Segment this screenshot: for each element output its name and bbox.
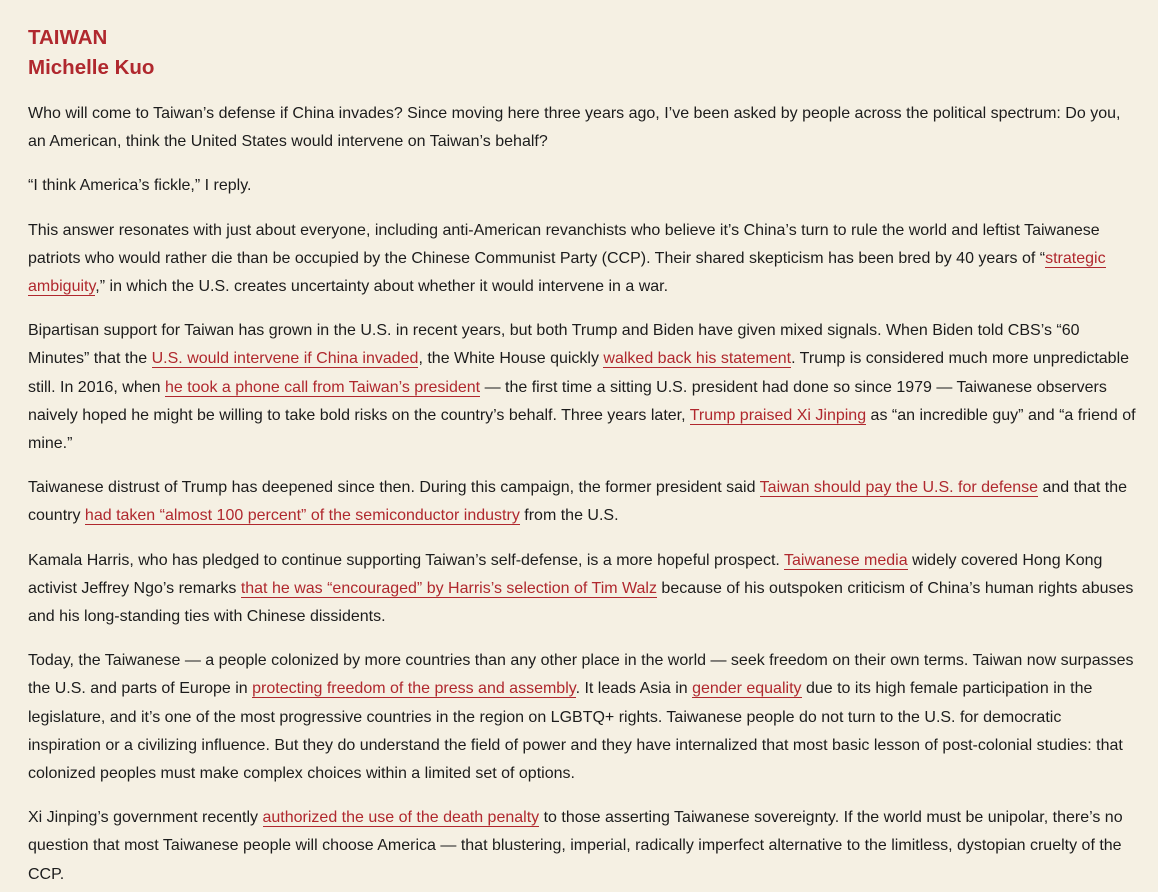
link-us-would-intervene[interactable]: U.S. would intervene if China invaded	[151, 350, 419, 368]
paragraph-7: Today, the Taiwanese — a people colonized by more countries than any other place in the world — seek freedom on their own terms. Taiwan now surpasses the U.S. and parts of Europe in protecting freedom of the press and assembly. It leads Asia in gender equality due to its high female participation in the legislature, and it’s one of the most progressive countries in the region on LGBTQ+ rights. Taiwanese people do not turn to the U.S. for democratic inspiration or a civilizing influence. But they do understand the field of power and they have internalized that most basic lesson of post-colonial studies: that colonized peoples must make complex choices within a limited set of options.	[28, 652, 1134, 783]
link-encouraged-tim-walz[interactable]: that he was “encouraged” by Harris’s selection of Tim Walz	[240, 579, 657, 597]
link-strategic-ambiguity[interactable]: strategic ambiguity	[28, 249, 1106, 296]
author-name: Michelle Kuo	[28, 56, 155, 79]
paragraph-6: Kamala Harris, who has pledged to continue supporting Taiwan’s self-defense, is a more hopeful prospect. Taiwanese media widely covered Hong Kong activist Jeffrey Ngo’s remarks that he was “encouraged” by Harris’s selection of Tim Walz because of his outspoken criticism of China’s human rights abuses and his long-standing ties with Chinese dissidents.	[28, 551, 1134, 626]
link-phone-call-taiwan-president[interactable]: he took a phone call from Taiwan’s president	[164, 378, 481, 396]
paragraph-2: “I think America’s fickle,” I reply.	[28, 177, 252, 195]
link-semiconductor-industry[interactable]: had taken “almost 100 percent” of the semiconductor industry	[84, 507, 520, 525]
section-label: TAIWAN	[28, 26, 108, 49]
link-press-freedom[interactable]: protecting freedom of the press and assembly	[252, 680, 576, 698]
paragraph-8: Xi Jinping’s government recently authorized the use of the death penalty to those asserting Taiwanese sovereignty. If the world must be unipolar, there’s no question that most Taiwanese people will choose America — that blustering, imperial, radically imperfect alternative to the limitless, dystopian cruelty of the CCP.	[28, 809, 1123, 883]
paragraph-5: Taiwanese distrust of Trump has deepened since then. During this campaign, the former president said Taiwan should pay the U.S. for defense and that the country had taken “almost 100 percent” of the semiconductor industry from the U.S.	[28, 479, 1128, 525]
link-trump-praised-xi[interactable]: Trump praised Xi Jinping	[689, 406, 867, 424]
link-death-penalty[interactable]: authorized the use of the death penalty	[262, 809, 540, 827]
link-taiwan-pay-defense[interactable]: Taiwan should pay the U.S. for defense	[759, 479, 1039, 497]
link-gender-equality[interactable]: gender equality	[692, 680, 802, 698]
paragraph-1: Who will come to Taiwan’s defense if China invades? Since moving here three years ago, I’ve been asked by people across the political spectrum: Do you, an American, think the United States would intervene on Taiwan’s behalf?	[28, 105, 1121, 151]
paragraph-3: This answer resonates with just about everyone, including anti-American revanchists who believe it’s China’s turn to rule the world and leftist Taiwanese patriots who would rather die than be occupied by the Chinese Communist Party (CCP). Their shared skepticism has been bred by 40 years of “strategic ambiguity,” in which the U.S. creates uncertainty about whether it would intervene in a war.	[28, 221, 1106, 296]
link-taiwanese-media[interactable]: Taiwanese media	[784, 551, 908, 569]
link-walked-back-statement[interactable]: walked back his statement	[603, 350, 792, 368]
paragraph-4: Bipartisan support for Taiwan has grown in the U.S. in recent years, but both Trump and Biden have given mixed signals. When Biden told CBS’s “60 Minutes” that the U.S. would intervene if China invaded, the White House quickly walked back his statement. Trump is considered much more unpredictable still. In 2016, when he took a phone call from Taiwan’s president — the first time a sitting U.S. president had done so since 1979 — Taiwanese observers naively hoped he might be willing to take bold risks on the country’s behalf. Three years later, Trump praised Xi Jinping as “an incredible guy” and “a friend of mine.”	[28, 322, 1136, 453]
